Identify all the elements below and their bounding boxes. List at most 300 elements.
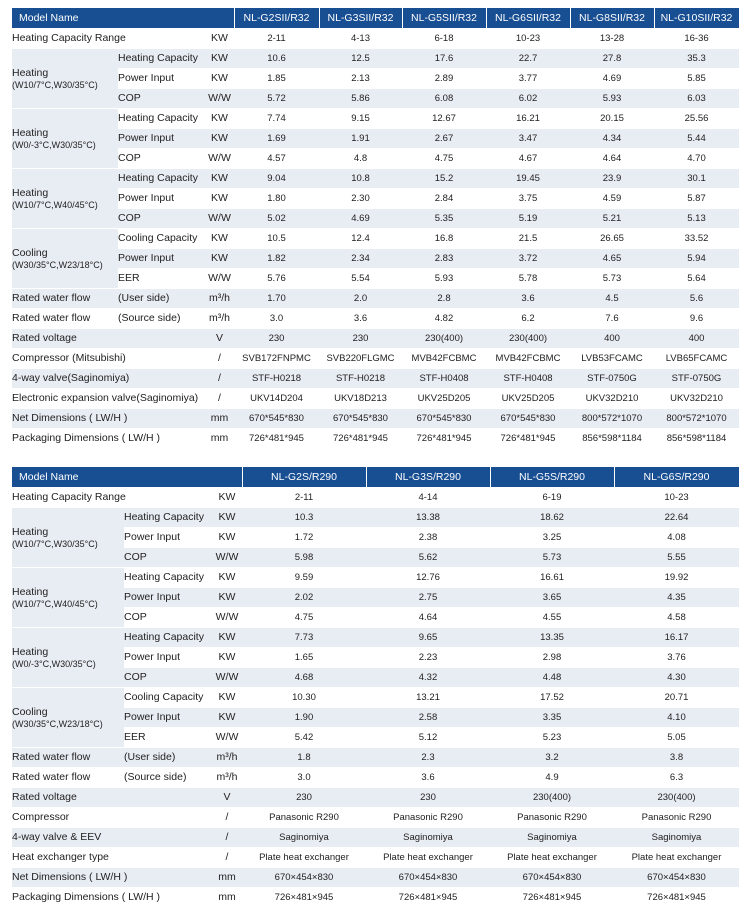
spec-value-cell: 5.87 [654,188,739,208]
row-sublabel: COP [124,547,212,567]
spec-value-cell: 2.3 [366,747,490,767]
spec-value-cell: 4.75 [402,148,486,168]
row-unit: KW [212,627,242,647]
row-sublabel: (Source side) [124,767,212,787]
spec-value-cell: 5.85 [654,68,739,88]
spec-value-cell: 5.64 [654,268,739,288]
spec-value-cell: 670×454×830 [614,867,739,887]
condition-group-cell [12,687,124,747]
row-sublabel: (User side) [118,288,205,308]
spec-value-cell: 2.58 [366,707,490,727]
spec-value-cell: 5.55 [614,547,739,567]
spec-value-cell: 1.69 [234,128,319,148]
spec-value-cell: 10.6 [234,48,319,68]
row-label: Compressor (Mitsubishi) [12,348,205,368]
row-sublabel: Power Input [124,707,212,727]
model-column-header: NL-G5S/R290 [490,467,614,487]
spec-value-cell: 5.76 [234,268,319,288]
row-unit: KW [212,647,242,667]
row-sublabel: Power Input [118,68,205,88]
row-label: 4-way valve(Saginomiya) [12,368,205,388]
spec-value-cell: 12.67 [402,108,486,128]
row-label: Heating Capacity Range [12,487,212,507]
spec-value-cell: 5.19 [486,208,570,228]
spec-row [12,128,739,148]
spec-value-cell: UKV18D213 [319,388,402,408]
spec-value-cell: 33.52 [654,228,739,248]
spec-value-cell: MVB42FCBMC [402,348,486,368]
row-unit: W/W [205,208,234,228]
spec-value-cell: Saginomiya [614,827,739,847]
spec-row [12,807,739,827]
header-row [12,8,739,28]
row-unit: m³/h [205,308,234,328]
spec-value-cell: 5.93 [402,268,486,288]
row-unit: / [205,368,234,388]
spec-value-cell: 2.02 [242,587,366,607]
spec-value-cell: 4.5 [570,288,654,308]
spec-value-cell: 5.21 [570,208,654,228]
spec-value-cell: 6.2 [486,308,570,328]
condition-group-title: Heating [12,645,49,658]
spec-value-cell: UKV32D210 [654,388,739,408]
spec-value-cell: 400 [654,328,739,348]
model-column-header: NL-G8SII/R32 [570,8,654,28]
row-unit: W/W [212,547,242,567]
row-unit: m³/h [205,288,234,308]
spec-value-cell: 670*545*830 [234,408,319,428]
spec-row [12,887,739,907]
spec-value-cell: 5.72 [234,88,319,108]
row-unit: KW [205,248,234,268]
spec-value-cell: 5.73 [570,268,654,288]
spec-value-cell: UKV25D205 [402,388,486,408]
spec-value-cell: STF-H0218 [319,368,402,388]
spec-value-cell: 9.59 [242,567,366,587]
model-name-header: Model Name [12,467,242,487]
spec-value-cell: 7.74 [234,108,319,128]
spec-value-cell: 4-14 [366,487,490,507]
spec-value-cell: 4.9 [490,767,614,787]
spec-row [12,368,739,388]
spec-value-cell: 16-36 [654,28,739,48]
spec-value-cell: 3.0 [234,308,319,328]
spec-value-cell: 2.0 [319,288,402,308]
row-unit: KW [205,28,234,48]
spec-value-cell: 4.48 [490,667,614,687]
spec-value-cell: 16.61 [490,567,614,587]
spec-value-cell: 800*572*1070 [654,408,739,428]
spec-value-cell: 726×481×945 [366,887,490,907]
spec-value-cell: 4.69 [319,208,402,228]
condition-group-title: Cooling [12,705,48,718]
spec-value-cell: 13-28 [570,28,654,48]
spec-value-cell: 5.42 [242,727,366,747]
spec-row [12,268,739,288]
condition-group-cell [12,48,118,108]
spec-value-cell: 5.54 [319,268,402,288]
row-unit: KW [205,68,234,88]
spec-value-cell: 230(400) [614,787,739,807]
spec-value-cell: 2.84 [402,188,486,208]
condition-group-cell [12,228,118,288]
condition-group-cell [12,168,118,228]
spec-value-cell: Saginomiya [490,827,614,847]
spec-value-cell: 4.57 [234,148,319,168]
model-column-header: NL-G10SII/R32 [654,8,739,28]
spec-row [12,627,739,647]
spec-value-cell: 3.25 [490,527,614,547]
condition-group-title: Heating [12,126,49,139]
spec-value-cell: 4.64 [570,148,654,168]
model-column-header: NL-G2SII/R32 [234,8,319,28]
spec-row [12,208,739,228]
spec-value-cell: 13.35 [490,627,614,647]
spec-value-cell: 12.4 [319,228,402,248]
spec-value-cell: Plate heat exchanger [242,847,366,867]
spec-row [12,88,739,108]
row-unit: KW [205,128,234,148]
spec-row [12,108,739,128]
spec-value-cell: 2.23 [366,647,490,667]
row-sublabel: COP [124,607,212,627]
spec-value-cell: STF-H0218 [234,368,319,388]
spec-value-cell: 2.8 [402,288,486,308]
condition-group-title: Heating [12,585,49,598]
spec-value-cell: 25.56 [654,108,739,128]
spec-value-cell: 1.70 [234,288,319,308]
spec-value-cell: 670*545*830 [402,408,486,428]
condition-group-cell [12,627,124,687]
spec-value-cell: 2.30 [319,188,402,208]
spec-value-cell: 2.34 [319,248,402,268]
spec-value-cell: 27.8 [570,48,654,68]
spec-value-cell: 5.35 [402,208,486,228]
spec-value-cell: 5.13 [654,208,739,228]
spec-value-cell: 2-11 [242,487,366,507]
condition-group-title: Cooling [12,246,48,259]
spec-table-r290 [12,467,740,908]
spec-value-cell: 7.73 [242,627,366,647]
spec-value-cell: 2.38 [366,527,490,547]
spec-value-cell: 856*598*1184 [570,428,654,448]
spec-value-cell: 10.5 [234,228,319,248]
spec-value-cell: 10.30 [242,687,366,707]
spec-value-cell: 1.8 [242,747,366,767]
row-unit: mm [205,428,234,448]
spec-value-cell: 5.78 [486,268,570,288]
spec-value-cell: 5.94 [654,248,739,268]
row-sublabel: (User side) [124,747,212,767]
condition-group-title: Heating [12,66,49,79]
spec-value-cell: 7.6 [570,308,654,328]
spec-row [12,787,739,807]
row-label: Rated water flow [12,288,118,308]
spec-table-r32 [12,8,740,449]
spec-value-cell: 4.69 [570,68,654,88]
spec-value-cell: 5.73 [490,547,614,567]
spec-value-cell: 3.72 [486,248,570,268]
row-unit: KW [212,527,242,547]
row-sublabel: Power Input [124,587,212,607]
condition-group-title: Heating [12,525,49,538]
spec-value-cell: 4.08 [614,527,739,547]
spec-value-cell: 9.65 [366,627,490,647]
spec-value-cell: 6.02 [486,88,570,108]
row-unit: KW [205,228,234,248]
row-label: Packaging Dimensions ( LW/H ) [12,887,212,907]
spec-row [12,847,739,867]
condition-group-spec: (W10/7°C,W40/45°C) [12,598,98,609]
condition-group-spec: (W0/-3°C,W30/35°C) [12,139,96,150]
spec-value-cell: 4.65 [570,248,654,268]
spec-value-cell: 5.02 [234,208,319,228]
row-sublabel: Heating Capacity [124,567,212,587]
spec-value-cell: UKV32D210 [570,388,654,408]
row-sublabel: Heating Capacity [124,507,212,527]
row-sublabel: Power Input [124,527,212,547]
spec-value-cell: 20.71 [614,687,739,707]
row-unit: W/W [205,148,234,168]
spec-row [12,747,739,767]
spec-value-cell: 2.83 [402,248,486,268]
spec-value-cell: 13.21 [366,687,490,707]
spec-value-cell: 6.08 [402,88,486,108]
spec-row [12,687,739,707]
spec-value-cell: 670*545*830 [486,408,570,428]
spec-value-cell: LVB53FCAMC [570,348,654,368]
spec-value-cell: 4.34 [570,128,654,148]
spec-value-cell: 17.6 [402,48,486,68]
spec-value-cell: 16.17 [614,627,739,647]
row-unit: / [205,388,234,408]
row-label: Rated water flow [12,747,124,767]
spec-value-cell: 4.35 [614,587,739,607]
model-column-header: NL-G6SII/R32 [486,8,570,28]
spec-value-cell: MVB42FCBMC [486,348,570,368]
condition-group-cell [12,108,118,168]
spec-value-cell: 2.89 [402,68,486,88]
row-unit: KW [205,188,234,208]
spec-value-cell: 12.5 [319,48,402,68]
spec-value-cell: 2-11 [234,28,319,48]
row-label: Compressor [12,807,212,827]
row-label: Rated voltage [12,328,205,348]
row-sublabel: Power Input [118,128,205,148]
spec-value-cell: 19.45 [486,168,570,188]
spec-value-cell: 3.65 [490,587,614,607]
spec-value-cell: 230(400) [486,328,570,348]
spec-value-cell: 726×481×945 [242,887,366,907]
spec-value-cell: 5.98 [242,547,366,567]
spec-value-cell: 726×481×945 [614,887,739,907]
spec-value-cell: 16.21 [486,108,570,128]
spec-value-cell: 230 [234,328,319,348]
model-column-header: NL-G3SII/R32 [319,8,402,28]
row-sublabel: COP [118,88,205,108]
spec-value-cell: 3.8 [614,747,739,767]
spec-value-cell: 16.8 [402,228,486,248]
spec-value-cell: 4.75 [242,607,366,627]
row-unit: V [205,328,234,348]
spec-value-cell: 20.15 [570,108,654,128]
spec-value-cell: 1.90 [242,707,366,727]
condition-group-spec: (W0/-3°C,W30/35°C) [12,658,96,669]
row-unit: mm [212,887,242,907]
spec-value-cell: 10-23 [614,487,739,507]
spec-value-cell: 1.65 [242,647,366,667]
spec-value-cell: 15.2 [402,168,486,188]
row-unit: KW [205,168,234,188]
spec-row [12,248,739,268]
spec-value-cell: 400 [570,328,654,348]
row-unit: / [212,827,242,847]
spec-value-cell: 4.58 [614,607,739,627]
row-sublabel: Heating Capacity [118,48,205,68]
row-label: Net Dimensions ( LW/H ) [12,408,205,428]
spec-value-cell: 1.72 [242,527,366,547]
spec-row [12,428,739,448]
spec-value-cell: UKV14D204 [234,388,319,408]
spec-value-cell: 10.3 [242,507,366,527]
spec-value-cell: STF-H0408 [402,368,486,388]
spec-value-cell: Saginomiya [242,827,366,847]
spec-value-cell: 1.85 [234,68,319,88]
row-label: Heating Capacity Range [12,28,205,48]
spec-value-cell: 5.05 [614,727,739,747]
row-unit: / [205,348,234,368]
spec-value-cell: SVB172FNPMC [234,348,319,368]
spec-value-cell: 21.5 [486,228,570,248]
row-label: Packaging Dimensions ( LW/H ) [12,428,205,448]
spec-value-cell: STF-H0408 [486,368,570,388]
spec-value-cell: 670×454×830 [490,867,614,887]
row-sublabel: COP [118,208,205,228]
row-label: Rated water flow [12,308,118,328]
spec-value-cell: 17.52 [490,687,614,707]
spec-value-cell: 800*572*1070 [570,408,654,428]
row-sublabel: EER [118,268,205,288]
row-unit: W/W [205,268,234,288]
spec-value-cell: 230 [319,328,402,348]
spec-value-cell: 3.47 [486,128,570,148]
spec-row [12,48,739,68]
spec-value-cell: 4.32 [366,667,490,687]
row-sublabel: (Source side) [118,308,205,328]
spec-row [12,767,739,787]
row-unit: W/W [205,88,234,108]
spec-value-cell: 726*481*945 [234,428,319,448]
spec-value-cell: 726×481×945 [490,887,614,907]
spec-value-cell: SVB220FLGMC [319,348,402,368]
row-unit: V [212,787,242,807]
row-label: Electronic expansion valve(Saginomiya) [12,388,205,408]
spec-value-cell: 2.13 [319,68,402,88]
spec-row [12,68,739,88]
spec-value-cell: LVB65FCAMC [654,348,739,368]
spec-row [12,328,739,348]
spec-value-cell: 9.6 [654,308,739,328]
condition-group-cell [12,567,124,627]
row-sublabel: Cooling Capacity [118,228,205,248]
spec-value-cell: Plate heat exchanger [490,847,614,867]
row-unit: W/W [212,727,242,747]
row-unit: KW [212,587,242,607]
spec-value-cell: 5.44 [654,128,739,148]
condition-group-spec: (W10/7°C,W40/45°C) [12,199,98,210]
spec-value-cell: 5.23 [490,727,614,747]
spec-value-cell: 3.6 [486,288,570,308]
spec-value-cell: 6-19 [490,487,614,507]
row-label: Rated voltage [12,787,212,807]
spec-value-cell: 4.30 [614,667,739,687]
row-label: Rated water flow [12,767,124,787]
condition-group-spec: (W30/35°C,W23/18°C) [12,718,103,729]
spec-value-cell: STF-0750G [654,368,739,388]
spec-row [12,28,739,48]
spec-value-cell: 1.82 [234,248,319,268]
row-sublabel: Heating Capacity [118,168,205,188]
spec-row [12,507,739,527]
model-name-header: Model Name [12,8,234,28]
spec-value-cell: 3.35 [490,707,614,727]
spec-value-cell: 3.2 [490,747,614,767]
spec-row [12,308,739,328]
spec-value-cell: 26.65 [570,228,654,248]
spec-value-cell: 13.38 [366,507,490,527]
spec-value-cell: 23.9 [570,168,654,188]
spec-value-cell: 10.8 [319,168,402,188]
spec-value-cell: Panasonic R290 [242,807,366,827]
spec-value-cell: 5.86 [319,88,402,108]
row-unit: KW [212,507,242,527]
spec-row [12,827,739,847]
row-unit: / [212,807,242,827]
spec-value-cell: 12.76 [366,567,490,587]
spec-row [12,408,739,428]
spec-value-cell: 4.10 [614,707,739,727]
spec-value-cell: 3.77 [486,68,570,88]
model-column-header: NL-G3S/R290 [366,467,490,487]
row-sublabel: Heating Capacity [118,108,205,128]
spec-value-cell: 1.80 [234,188,319,208]
row-unit: KW [212,567,242,587]
spec-value-cell: Panasonic R290 [614,807,739,827]
spec-value-cell: 2.98 [490,647,614,667]
spec-value-cell: 5.93 [570,88,654,108]
spec-row [12,168,739,188]
row-label: Net Dimensions ( LW/H ) [12,867,212,887]
row-unit: W/W [212,667,242,687]
spec-value-cell: 30.1 [654,168,739,188]
spec-value-cell: 2.75 [366,587,490,607]
spec-value-cell: Plate heat exchanger [614,847,739,867]
spec-value-cell: 18.62 [490,507,614,527]
row-sublabel: Power Input [118,248,205,268]
spec-value-cell: 4.55 [490,607,614,627]
spec-row [12,867,739,887]
spec-row [12,567,739,587]
spec-value-cell: 230(400) [490,787,614,807]
spec-value-cell: Panasonic R290 [366,807,490,827]
spec-value-cell: 726*481*945 [486,428,570,448]
spec-value-cell: 670×454×830 [366,867,490,887]
spec-value-cell: 4.68 [242,667,366,687]
spec-value-cell: 19.92 [614,567,739,587]
row-label: 4-way valve & EEV [12,827,212,847]
spec-value-cell: 1.91 [319,128,402,148]
spec-value-cell: 6.03 [654,88,739,108]
